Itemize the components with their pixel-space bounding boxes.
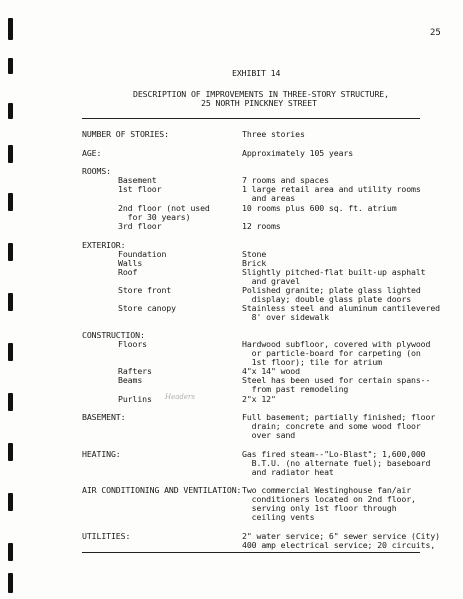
ac-value-4: ceiling vents: [242, 512, 315, 522]
utilities-value-2: 400 amp electrical service; 20 circuits,: [242, 540, 436, 550]
beams-value-2: from past remodeling: [242, 384, 349, 394]
beams-label: Beams: [118, 375, 143, 385]
store-front-value-1: Polished granite; plate glass lighted: [242, 285, 421, 295]
binder-mark: [8, 193, 13, 211]
heating-label: HEATING:: [82, 449, 121, 459]
document-title-line-2: 25 NORTH PINCKNEY STREET: [201, 98, 317, 108]
ac-label: AIR CONDITIONING AND VENTILATION:: [82, 485, 242, 495]
number-of-stories-value: Three stories: [242, 129, 305, 139]
second-floor-label-2: for 30 years): [118, 212, 191, 222]
floors-value-2: or particle-board for carpeting (on: [242, 348, 421, 358]
pencil-annotation: Headers: [165, 393, 195, 401]
basement-value: 7 rooms and spaces: [242, 175, 329, 185]
beams-value-1: Steel has been used for certain spans--: [242, 375, 431, 385]
store-front-label: Store front: [118, 285, 172, 295]
foundation-value: Stone: [242, 249, 267, 259]
exhibit-label: EXHIBIT 14: [232, 68, 281, 78]
first-floor-label: 1st floor: [118, 184, 162, 194]
utilities-value-1: 2" water service; 6" sewer service (City): [242, 531, 441, 541]
binder-mark: [8, 58, 13, 74]
number-of-stories-label: NUMBER OF STORIES:: [82, 129, 169, 139]
walls-label: Walls: [118, 258, 143, 268]
construction-label: CONSTRUCTION:: [82, 330, 145, 340]
roof-value-1: Slightly pitched-flat built-up asphalt: [242, 267, 426, 277]
store-front-value-2: display; double glass plate doors: [242, 294, 412, 304]
exterior-label: EXTERIOR:: [82, 240, 126, 250]
third-floor-value: 12 rooms: [242, 221, 281, 231]
binder-mark: [8, 243, 13, 261]
rooms-label: ROOMS:: [82, 166, 111, 176]
binder-mark: [8, 443, 13, 461]
store-canopy-value-2: 8' over sidewalk: [242, 312, 329, 322]
ac-value-2: conditioners located on 2nd floor,: [242, 494, 416, 504]
basement-section-value-2: drain; concrete and some wood floor: [242, 421, 421, 431]
floors-label: Floors: [118, 339, 147, 349]
first-floor-value-2: and areas: [242, 193, 296, 203]
binder-mark: [8, 543, 13, 561]
page-number: 25: [430, 28, 441, 38]
binder-mark: [8, 343, 13, 361]
foundation-label: Foundation: [118, 249, 167, 259]
basement-section-value-1: Full basement; partially finished; floor: [242, 412, 436, 422]
purlins-label: Purlins: [118, 394, 152, 404]
second-floor-value: 10 rooms plus 600 sq. ft. atrium: [242, 203, 397, 213]
ac-value-1: Two commercial Westinghouse fan/air: [242, 485, 412, 495]
store-canopy-value-1: Stainless steel and aluminum cantilevered: [242, 303, 441, 313]
second-floor-label-1: 2nd floor (not used: [118, 203, 210, 213]
heating-value-1: Gas fired steam--"Lo-Blast"; 1,600,000: [242, 449, 426, 459]
age-value: Approximately 105 years: [242, 148, 354, 158]
binder-mark: [8, 103, 13, 119]
binder-mark: [8, 145, 13, 163]
binder-mark: [8, 18, 13, 40]
third-floor-label: 3rd floor: [118, 221, 162, 231]
rafters-value: 4"x 14" wood: [242, 366, 300, 376]
basement-label: Basement: [118, 175, 157, 185]
document-title-line-1: DESCRIPTION OF IMPROVEMENTS IN THREE-STORY STRUCTURE,: [133, 89, 389, 99]
basement-section-label: BASEMENT:: [82, 412, 126, 422]
binder-mark: [8, 493, 13, 511]
walls-value: Brick: [242, 258, 267, 268]
basement-section-value-3: over sand: [242, 430, 296, 440]
binder-mark: [8, 573, 13, 593]
rafters-label: Rafters: [118, 366, 152, 376]
purlins-value: 2"x 12": [242, 394, 276, 404]
floors-value-3: 1st floor); tile for atrium: [242, 357, 383, 367]
age-label: AGE:: [82, 148, 102, 158]
binder-mark: [8, 293, 13, 311]
binder-mark: [8, 393, 13, 411]
floors-value-1: Hardwood subfloor, covered with plywood: [242, 339, 431, 349]
heating-value-2: B.T.U. (no alternate fuel); baseboard: [242, 458, 431, 468]
roof-value-2: and gravel: [242, 276, 300, 286]
ac-value-3: serving only 1st floor through: [242, 503, 397, 513]
top-rule: [82, 118, 420, 119]
roof-label: Roof: [118, 267, 138, 277]
heating-value-3: and radiator heat: [242, 467, 334, 477]
first-floor-value-1: 1 large retail area and utility rooms: [242, 184, 421, 194]
bottom-rule: [82, 552, 420, 553]
store-canopy-label: Store canopy: [118, 303, 176, 313]
utilities-label: UTILITIES:: [82, 531, 131, 541]
